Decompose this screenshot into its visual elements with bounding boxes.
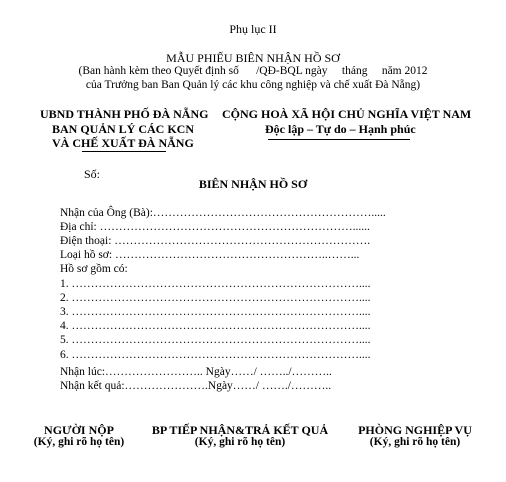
issued-line-2: của Trưởng ban Ban Quản lý các khu công nghiệp và chế xuất Đà Nẵng) [85,79,421,91]
org-line-3: VÀ CHẾ XUẤT ĐÀ NẴNG [52,136,194,150]
org-line-2: BAN QUẢN LÝ CÁC KCN [52,122,195,136]
field-result-time: Nhận kết quả:………………….Ngày……/ ……./……….. [60,380,332,392]
list-item: 4. ………………………………………………………………….... [60,320,371,332]
document-number-label: Số: [84,167,101,181]
list-item: 1. ………………………………………………………………….... [60,278,371,290]
field-address: Địa chỉ: …………………………………………………………...... [60,221,370,233]
org-underline [82,151,166,152]
issued-line-1: (Ban hành kèm theo Quyết định số /QĐ-BQL ngày tháng năm 2012 [78,65,428,77]
signature-role-submitter: NGƯỜI NỘP [44,423,114,437]
appendix-label: Phụ lục II [229,22,277,36]
nation-line-2: Độc lập – Tự do – Hạnh phúc [265,122,416,136]
signature-role-department: PHÒNG NGHIỆP VỤ [358,423,472,437]
signature-note-submitter: (Ký, ghi rõ họ tên) [33,436,125,448]
signature-note-reception: (Ký, ghi rõ họ tên) [194,436,286,448]
field-file-type: Loại hồ sơ: ………………………………………………..……... [60,249,360,261]
signature-note-department: (Ký, ghi rõ họ tên) [369,436,461,448]
nation-line-1: CỘNG HOÀ XÃ HỘI CHỦ NGHĨA VIỆT NAM [222,107,472,121]
field-received-time: Nhận lúc:…………………….. Ngày……/ ……../……….. [60,366,332,378]
field-phone: Điện thoại: …………………………………………………………. [60,235,371,247]
list-item: 5. ………………………………………………………………….... [60,334,371,346]
org-line-1: UBND THÀNH PHỐ ĐÀ NẴNG [40,107,209,121]
list-item: 6. ………………………………………………………………….... [60,349,371,361]
field-sender: Nhận của Ông (Bà):…………………………………………………..... [60,207,386,219]
document-title: BIÊN NHẬN HỒ SƠ [198,177,308,191]
form-title: MẪU PHIẾU BIÊN NHẬN HỒ SƠ [166,51,340,65]
list-item: 2. ………………………………………………………………….... [60,292,371,304]
signature-role-reception: BP TIẾP NHẬN&TRẢ KẾT QUẢ [151,423,329,437]
list-item: 3. ………………………………………………………………….... [60,306,371,318]
field-contents-label: Hồ sơ gồm có: [60,263,128,275]
nation-underline [268,139,410,140]
